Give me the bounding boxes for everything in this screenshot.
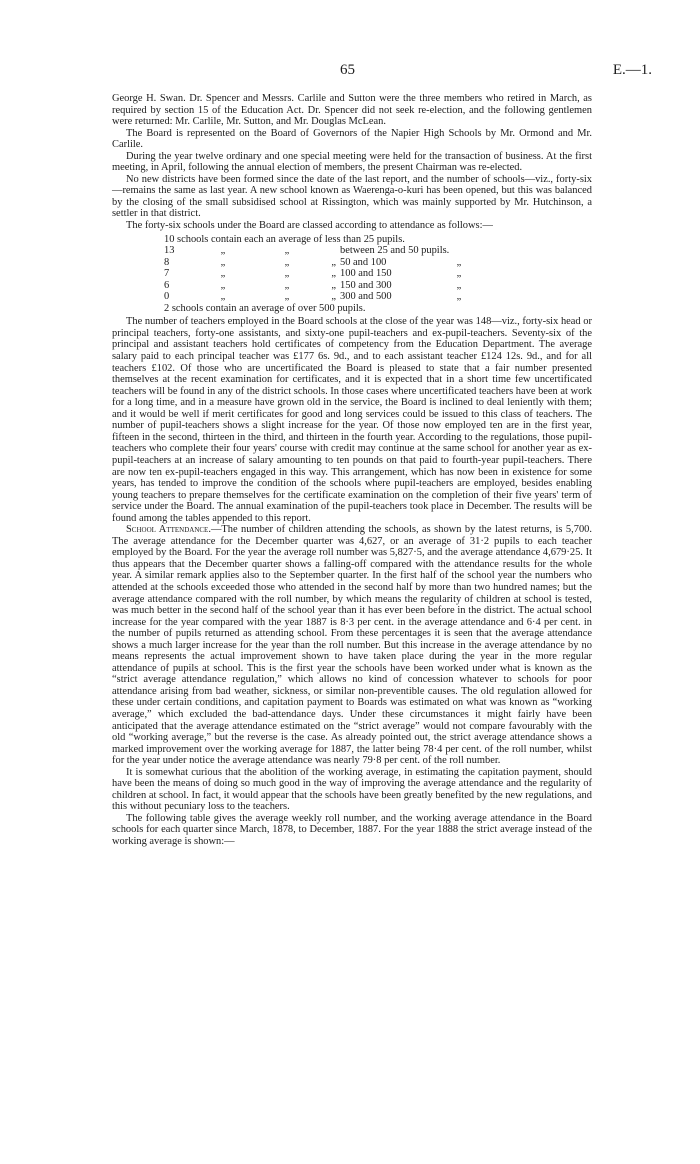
row-range: 50 and 100 (340, 256, 387, 268)
attendance-classification-table (164, 234, 584, 315)
ditto-mark: „ (220, 291, 226, 303)
paragraph-classification-intro: The forty-six schools under the Board are classed according to attendance as follows:— (126, 220, 493, 232)
table-row (164, 245, 584, 257)
row-range: 100 and 150 (340, 268, 392, 280)
ditto-mark: „ (284, 245, 290, 257)
row-count: 7 (164, 268, 170, 280)
row-count: 13 (164, 245, 175, 257)
paragraph-working-average: It is somewhat curious that the abolition of the working average, in estimating the capitation payment, should have been the means of doing so much good in the way of improving the average attendance and the regularity of children at school. In fact, it would appear that the schools have been greatly benefited by the new regulations, and this without pecuniary loss to the teachers. (112, 766, 592, 813)
table-row (164, 291, 584, 303)
row-range: 300 and 500 (340, 291, 392, 303)
table-first-line: 10 schools contain each an average of less than 25 pupils. (164, 233, 405, 245)
table-row (164, 280, 584, 292)
ditto-mark: „ (220, 256, 226, 268)
ditto-mark: „ (331, 256, 336, 268)
paragraph-districts: No new districts have been formed since the date of the last report, and the number of schools—viz., forty-six—remains the same as last year. A new school known as Waerenga-o-kuri has been opened, but this was balanced by the closing of the small subsidised school at Rissington, which was mainly supported by Mr. Hutchinson, a settler in that district. (112, 173, 592, 220)
ditto-mark (314, 245, 340, 257)
paragraph-board-governors: The Board is represented on the Board of Governors of the Napier High Schools by Mr. Ormond and Mr. Carlile. (112, 127, 592, 151)
body-text (112, 93, 592, 848)
ditto-mark: „ (456, 279, 462, 291)
ditto-mark: „ (331, 291, 336, 303)
paragraph-school-attendance (112, 524, 592, 766)
ditto-mark: „ (456, 268, 462, 280)
ditto-mark (450, 245, 468, 257)
paragraph-meetings: During the year twelve ordinary and one special meeting were held for the transaction of business. At the first meeting, in April, following the annual election of members, the present Chairman was re-elected. (112, 150, 592, 174)
row-count: 0 (164, 291, 170, 303)
ditto-mark: „ (331, 268, 336, 280)
document-reference: E.—1. (612, 62, 652, 78)
table-row (164, 257, 584, 269)
ditto-mark: „ (456, 256, 462, 268)
ditto-mark: „ (284, 268, 290, 280)
page-number: 65 (340, 62, 355, 78)
section-heading-school-attendance: School Attendance. (126, 524, 211, 536)
paragraph-table-intro: The following table gives the average weekly roll number, and the working average attendance in the Board schools for each quarter since March, 1878, to December, 1887. For the year 1888 the strict average instead of the working average is shown:— (112, 812, 592, 847)
ditto-mark: „ (220, 245, 226, 257)
ditto-mark: „ (284, 291, 290, 303)
ditto-mark: „ (331, 279, 336, 291)
ditto-mark: „ (284, 256, 290, 268)
ditto-mark: „ (220, 279, 226, 291)
ditto-mark: „ (284, 279, 290, 291)
paragraph-board-members: George H. Swan. Dr. Spencer and Messrs. Carlile and Sutton were the three members who retired in March, as required by section 15 of the Education Act. Dr. Spencer did not seek re-election, and the following gentlemen were returned: Mr. Carlile, Mr. Sutton, and Mr. Douglas McLean. (112, 93, 592, 128)
paragraph-teachers: The number of teachers employed in the Board schools at the close of the year was 148—viz., forty-six head or principal teachers, forty-one assistants, and sixty-one pupil-teachers and ex-pupil-teachers. Seventy-six of the principal and assistant teachers hold certificates of competency from the Education Department. The average salary paid to each principal teacher was £177 6s. 9d., and to each assistant teacher £124 12s. 9d., and for all teachers £102. Of those who are uncertificated the Board is pleased to state that a fair number presented themselves at the recent examination for certificates, and it is expected that in a short time few uncertificated teachers will be found in any of the district schools. In those cases where uncertificated teachers have been at work for a long time, and in a measure have grown old in the service, the Board is inclined to deal leniently with them; and it would be well if merit certificates for good and long services could be issued to this class of teachers. The number of pupil-teachers shows a slight increase for the year. Of those now employed ten are in the first year, fifteen in the second, thirteen in the third, and thirteen in the fourth year. According to the regulations, those pupil-teachers who complete their four years' course with credit may continue at the same school for another year as ex-pupil-teachers at an increase of salary amounting to ten pounds on that paid to fourth-year pupil-teachers. There are now ten ex-pupil-teachers engaged in this way. This arrangement, which has now been in existence for some years, has tended to improve the condition of the schools where pupil-teachers are employed, besides enabling young teachers to prepare themselves for the certificate examination on the completion of their five years' term of service under the Board. The annual examination of the pupil-teachers took place in December. The results will be found among the tables appended to this report. (112, 316, 592, 524)
page-header (0, 62, 700, 82)
ditto-mark: „ (456, 291, 462, 303)
table-row (164, 268, 584, 280)
school-attendance-text: —The number of children attending the schools, as shown by the latest returns, is 5,700. The average attendance for the December quarter was 4,627, or an average of 31·2 pupils to each teacher employed by the Board. For the year the average roll number was 5,827·5, and the average attendance 4,679·25. It thus appears that the December quarter shows a falling-off compared with the attendance results for the whole year. A similar remark applies also to the September quarter. In the first half of the school year the numbers who attended at the schools exceeded those who attended in the second half by more than two hundred names; but the average attendance compared with the roll number, by which means the regularity of children at school is tested, was much better in the second half of the school year than it has ever been before in the district. The actual school increase for the year compared with the year 1887 is 8·3 per cent. in the average attendance and 6·4 per cent. in the number of pupils returned as attending school. From these percentages it is seen that the average attendance shows a much larger increase for the year than the roll number. But this increase in the average attendance by no means represents the actual improvement shown to have taken place during the year in the more regular attendance of pupils at school. This is the first year the schools have been worked under what is known as the “strict average attendance regulation,” which allows no kind of concession whatever to schools for poor attendance arising from bad weather, sickness, or similar non-preventible causes. The old regulation allowed for these under certain conditions, and capitation payment to Boards was estimated on what was known as “working average,” which excluded the bad-attendance days. Under these circumstances it might fairly have been anticipated that the average attendance estimated on the “strict average” would not compare favourably with the old “working average,” but the reverse is the case. As already pointed out, the strict average attendance shows a marked improvement over the working average for 1887, the latter being 78·4 per cent. of the roll number, whilst for the year under notice the average attendance was nearly 79·8 per cent. of the roll number. (112, 524, 592, 767)
row-range: between 25 and 50 pupils. (340, 245, 450, 257)
ditto-mark: „ (220, 268, 226, 280)
row-range: 150 and 300 (340, 279, 392, 291)
row-count: 8 (164, 256, 170, 268)
table-last-line: 2 schools contain an average of over 500 pupils. (164, 302, 366, 314)
row-count: 6 (164, 279, 170, 291)
